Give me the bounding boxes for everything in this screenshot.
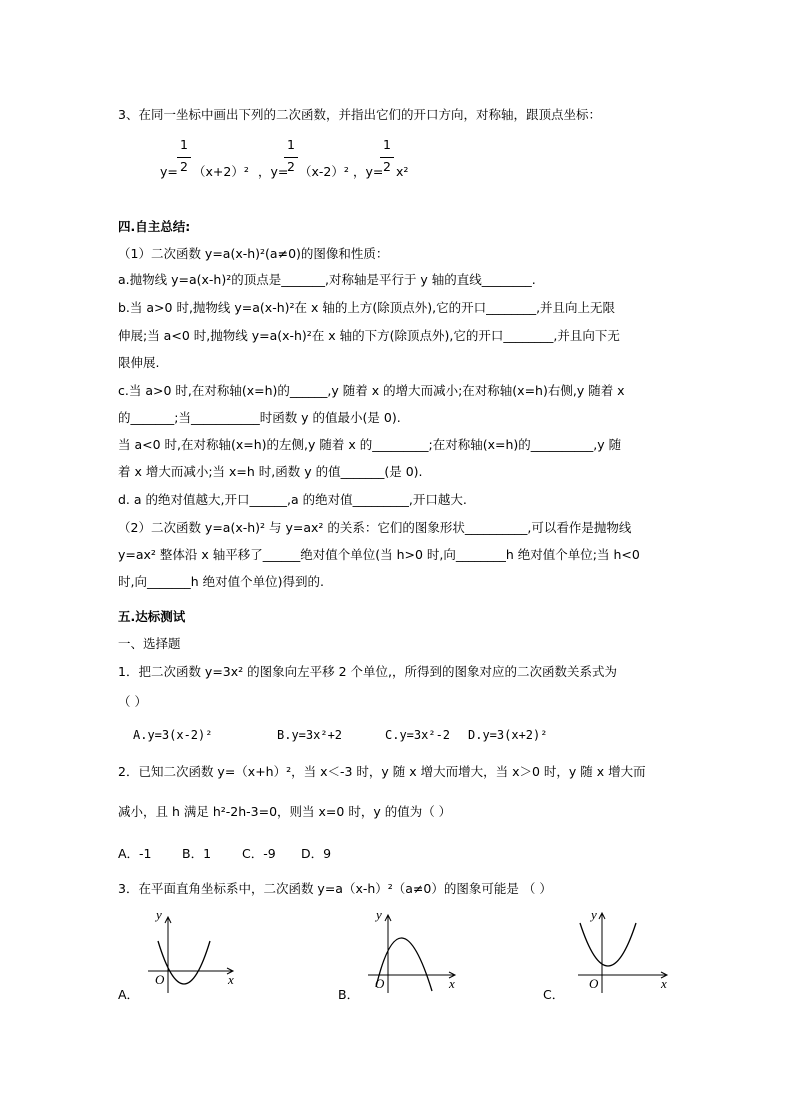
graph-a-origin: O bbox=[155, 972, 165, 987]
q1-option-b: B.y=3x²+2 bbox=[277, 728, 343, 742]
graph-c-origin: O bbox=[589, 976, 599, 991]
sep2: ，y= bbox=[353, 164, 384, 179]
summary-p2b: y=ax² 整体沿 x 轴平移了______绝对值个单位(当 h>0 时,向________h 绝对值个单位;当 h<0 bbox=[118, 547, 640, 562]
summary-b2: 伸展;当 a<0 时,抛物线 y=a(x-h)²在 x 轴的下方(除顶点外),它的开口________,并且向下无 bbox=[118, 328, 620, 343]
graph-b-origin: O bbox=[375, 976, 385, 991]
graph-b-y-label: y bbox=[376, 907, 382, 922]
summary-p2c: 时,向_______h 绝对值个单位)得到的. bbox=[118, 574, 324, 589]
question-2-line2: 减小，且 h 满足 h²-2h-3=0，则当 x=0 时，y 的值为（ ） bbox=[118, 804, 452, 819]
frac2-bar bbox=[284, 157, 298, 158]
sep1: ，y= bbox=[258, 164, 289, 179]
frac1-den: 2 bbox=[180, 159, 188, 174]
summary-a: a.抛物线 y=a(x-h)²的顶点是_______,对称轴是平行于 y 轴的直线________. bbox=[118, 272, 536, 287]
eq1-prefix: y= bbox=[160, 164, 178, 179]
q2-option-d: D．9 bbox=[301, 846, 332, 861]
eq2-body: （x-2）² bbox=[299, 164, 349, 179]
q1-option-d: D.y=3(x+2)² bbox=[468, 728, 548, 742]
summary-p2a: （2）二次函数 y=a(x-h)² 与 y=ax² 的关系：它们的图象形状__________,可以看作是抛物线 bbox=[118, 520, 632, 535]
test-sub: 一、选择题 bbox=[118, 636, 181, 651]
graph-a bbox=[140, 905, 250, 997]
frac2-den: 2 bbox=[287, 159, 295, 174]
graph-a-x-label: x bbox=[228, 972, 234, 987]
graph-c-label: C． bbox=[543, 987, 565, 1002]
eq1-body: （x+2）² bbox=[193, 164, 249, 179]
graph-c-y-label: y bbox=[591, 907, 597, 922]
frac2-num: 1 bbox=[287, 137, 295, 152]
frac3-den: 2 bbox=[383, 159, 391, 174]
frac3-num: 1 bbox=[383, 137, 391, 152]
graph-b-label: B． bbox=[338, 987, 360, 1002]
q1-option-c: C.y=3x²-2 bbox=[385, 728, 451, 742]
eq3-body: x² bbox=[396, 164, 409, 179]
frac1-num: 1 bbox=[180, 137, 188, 152]
question-2-line1: 2．已知二次函数 y=（x+h）²，当 x＜-3 时，y 随 x 增大而增大，当 x＞0 时，y 随 x 增大而 bbox=[118, 764, 646, 779]
test-heading: 五.达标测试 bbox=[118, 609, 186, 624]
summary-p1: （1）二次函数 y=a(x-h)²(a≠0)的图像和性质： bbox=[118, 246, 389, 261]
graph-c bbox=[570, 905, 680, 997]
q2-option-a: A．-1 bbox=[118, 846, 152, 861]
summary-b3: 限伸展. bbox=[118, 355, 160, 370]
graph-a-y-label: y bbox=[156, 907, 162, 922]
summary-b1: b.当 a>0 时,抛物线 y=a(x-h)²在 x 轴的上方(除顶点外),它的开口________,并且向上无限 bbox=[118, 300, 616, 315]
summary-c4: 着 x 增大而减小;当 x=h 时,函数 y 的值_______(是 0). bbox=[118, 464, 423, 479]
summary-d: d. a 的绝对值越大,开口______,a 的绝对值_________,开口越大. bbox=[118, 492, 467, 507]
summary-c3: 当 a<0 时,在对称轴(x=h)的左侧,y 随着 x 的_________;在对称轴(x=h)的__________,y 随 bbox=[118, 437, 622, 452]
graph-a-parabola bbox=[158, 941, 210, 984]
graph-c-parabola bbox=[580, 923, 636, 966]
summary-c1: c.当 a>0 时,在对称轴(x=h)的______,y 随着 x 的增大而减小;在对称轴(x=h)右侧,y 随着 x bbox=[118, 383, 625, 398]
question-1: 1．把二次函数 y=3x² 的图象向左平移 2 个单位,，所得到的图象对应的二次函数关系式为 bbox=[118, 664, 618, 679]
graph-a-label: A． bbox=[118, 987, 140, 1002]
graph-c-x-label: x bbox=[661, 976, 667, 991]
graph-b-parabola bbox=[376, 938, 432, 991]
question-1-paren: （ ） bbox=[118, 694, 147, 709]
summary-c2: 的_______;当___________时函数 y 的值最小(是 0). bbox=[118, 410, 401, 425]
summary-heading: 四.自主总结: bbox=[118, 219, 191, 234]
question-3-choice: 3．在平面直角坐标系中，二次函数 y=a（x-h）²（a≠0）的图象可能是 （ ） bbox=[118, 881, 552, 896]
frac3-bar bbox=[380, 157, 394, 158]
graph-b bbox=[360, 905, 470, 997]
q1-option-a: A.y=3(x-2)² bbox=[133, 728, 213, 742]
q2-option-c: C．-9 bbox=[242, 846, 276, 861]
question-3: 3、在同一坐标中画出下列的二次函数，并指出它们的开口方向，对称轴，跟顶点坐标： bbox=[118, 107, 601, 122]
frac1-bar bbox=[177, 157, 191, 158]
graph-b-x-label: x bbox=[449, 976, 455, 991]
q2-option-b: B．1 bbox=[182, 846, 212, 861]
